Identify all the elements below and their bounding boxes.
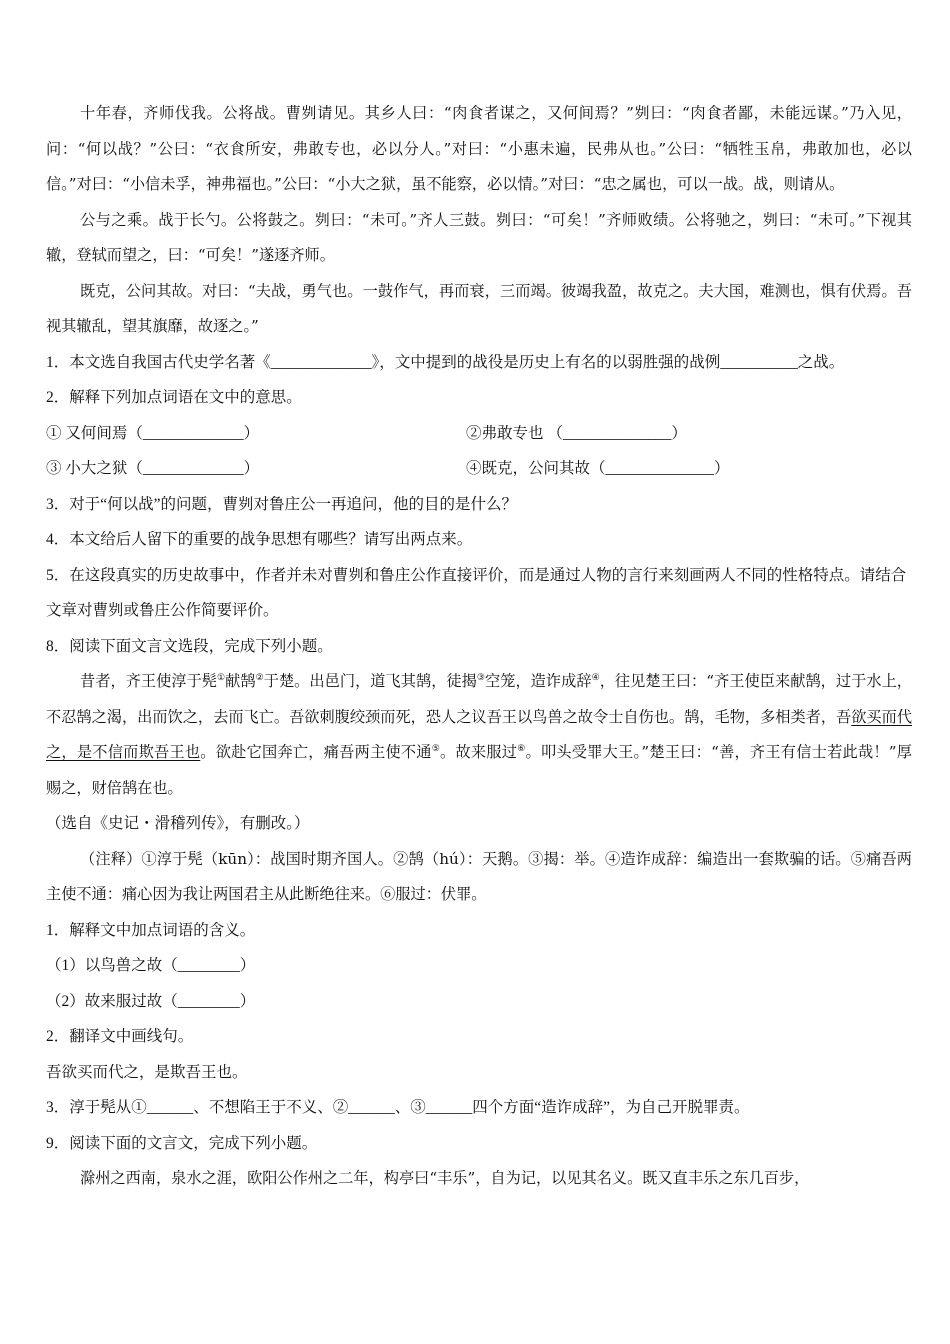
question-8-2: 2．翻译文中画线句。 (46, 1028, 194, 1045)
question-1-2-row-2 (46, 451, 912, 487)
question-1-2-item-b: ②弗敢专也 （______________） (466, 424, 687, 442)
passage8-text: 昔者，齐王使淳于髡 (80, 672, 218, 690)
question-8-1: 1．解释文中加点词语的含义。 (46, 921, 256, 939)
question-1-2-item-a: ① 又何间焉（_____________） (46, 424, 260, 442)
passage1-paragraph-2: 公与之乘。战于长勺。公将鼓之。刿曰：“未可。”齐人三鼓。刿曰：“可矣！”齐师败绩。公将驰之，刿曰：“未可。”下视其辙，登轼而望之，曰：“可矣！”遂逐齐师。 (46, 210, 912, 264)
footnote-marker: ① (217, 672, 226, 683)
question-1-4: 4．本文给后人留下的重要的战争思想有哪些？请写出两点来。 (46, 531, 473, 548)
footnote-marker: ⑥ (517, 743, 526, 754)
section-8-passage (46, 664, 912, 806)
passage8-text: 。故来服过 (440, 743, 518, 761)
passage8-text: ，往见楚王曰：“齐王使臣来献鹄，过于水上，不忍鹄之渴，出而饮之，去而飞亡。吾欲刺腹绞颈而死，恐人之议吾王以鸟兽之故令士自伤也。鹄，毛物，多相类者，吾 (46, 672, 912, 726)
question-1-5: 5．在这段真实的历史故事中，作者并未对曹刿和鲁庄公作直接评价，而是通过人物的言行来刻画两人不同的性格特点。请结合文章对曹刿或鲁庄公作简要评价。 (46, 566, 907, 619)
section-9-paragraph-1: 滁州之西南，泉水之涯，欧阳公作州之二年，构亭曰“丰乐”，自为记，以见其名义。既又直丰乐之东几百步， (80, 1169, 810, 1187)
section-8-notes: （注释）①淳于髡（kūn）：战国时期齐国人。②鹄（hú）：天鹅。③揭：举。④造诈成辞：编造出一套欺骗的话。⑤痛吾两主使不通：痛心因为我让两国君主从此断绝往来。⑥服过：伏罪。 (46, 849, 912, 903)
question-8-2-sentence: 吾欲买而代之，是欺吾王也。 (46, 1063, 248, 1081)
question-1-2-item-d: ④既克，公问其故（______________） (466, 460, 730, 477)
question-8-3: 3．淳于髡从①______、不想陷王于不义、②______、③______四个方面“造诈成辞”，为自己开脱罪责。 (46, 1099, 750, 1116)
document-page (46, 96, 912, 1197)
footnote-marker: ⑤ (431, 743, 441, 754)
question-1-2-row-1 (46, 416, 912, 452)
question-1-2: 2．解释下列加点词语在文中的意思。 (46, 389, 302, 406)
section-8-heading: 8．阅读下面文言文选段，完成下列小题。 (46, 637, 333, 655)
question-1-3: 3．对于“何以战”的问题，曹刿对鲁庄公一再追问，他的目的是什么？ (46, 495, 518, 513)
passage8-text: 献鹄 (225, 672, 256, 690)
question-1-2-item-c: ③ 小大之狱（_____________） (46, 460, 260, 477)
question-8-1-b: （2）故来服过故（________） (46, 992, 256, 1010)
passage8-text: 于楚。出邑门，道飞其鹄，徒揭 (263, 672, 477, 690)
section-9-heading: 9．阅读下面的文言文，完成下列小题。 (46, 1134, 318, 1152)
section-8-source: （选自《史记・滑稽列传》，有删改。） (46, 815, 310, 832)
underlined-sentence: 欲买而代之，是不信而欺吾王也 (46, 707, 913, 761)
passage8-text: 。欲赴它国奔亡，痛吾两主使不通 (200, 743, 432, 761)
footnote-marker: ③ (476, 672, 485, 683)
passage8-text: 空笼，造诈成辞 (485, 672, 592, 690)
passage1-paragraph-3: 既克，公问其故。对曰：“夫战，勇气也。一鼓作气，再而衰，三而竭。彼竭我盈，故克之。夫大国，难测也，惧有伏焉。吾视其辙乱，望其旗靡，故逐之。” (46, 281, 912, 335)
footnote-marker: ② (255, 672, 264, 683)
footnote-marker: ④ (591, 672, 600, 683)
passage8-text: 。叩头受罪大王。”楚王曰：“善，齐王有信士若此哉！”厚赐之，财倍鹄在也。 (46, 743, 912, 797)
passage1-paragraph-1: 十年春，齐师伐我。公将战。曹刿请见。其乡人曰：“肉食者谋之，又何间焉？”刿曰：“肉食者鄙，未能远谋。”乃入见，问：“何以战？”公曰：“衣食所安，弗敢专也，必以分人。”对曰：“小惠未遍，民弗从也。”公曰：“牺牲玉帛，弗敢加也，必以信。”对曰：“小信未孚，神弗福也。”公曰：“小大之狱，虽不能察，必以情。”对曰：“忠之属也，可以一战。战，则请从。 (46, 104, 912, 193)
question-8-1-a: （1）以鸟兽之故（________） (46, 957, 256, 974)
question-1-1: 1．本文选自我国古代史学名著《_____________》，文中提到的战役是历史上有名的以弱胜强的战例__________之战。 (46, 353, 845, 371)
